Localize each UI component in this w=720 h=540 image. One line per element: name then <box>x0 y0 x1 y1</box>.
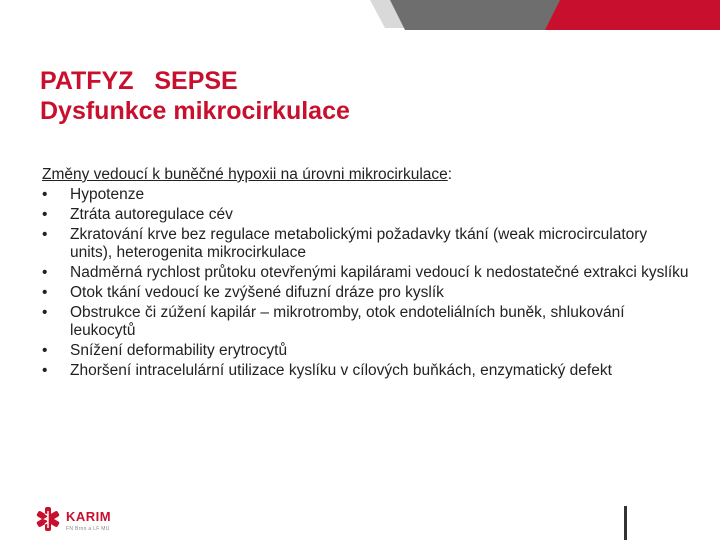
bullet-icon: • <box>42 186 48 203</box>
list-item <box>42 186 692 204</box>
footer-divider <box>624 506 627 540</box>
list-item <box>42 264 692 282</box>
bullet-icon: • <box>42 284 48 301</box>
bullet-icon: • <box>42 264 48 281</box>
decor-red-band <box>545 0 720 30</box>
list-item <box>42 226 692 262</box>
bullet-icon: • <box>42 362 48 379</box>
list-item-text: Zhoršení intracelulární utilizace kyslíku v cílových buňkách, enzymatický defekt <box>70 362 612 379</box>
list-item-text: Hypotenze <box>70 186 145 203</box>
list-item-text: Otok tkání vedoucí ke zvýšené difuzní dráze pro kyslík <box>70 284 444 301</box>
bullet-icon: • <box>42 342 48 359</box>
top-decor-band <box>0 0 720 30</box>
logo-name: KARIM <box>66 509 112 524</box>
medical-cross-icon <box>34 505 62 533</box>
list-item-text: Ztráta autoregulace cév <box>70 206 233 223</box>
list-item <box>42 342 692 360</box>
intro-text: Změny vedoucí k buněčné hypoxii na úrovni mikrocirkulace <box>42 166 448 183</box>
bullet-icon: • <box>42 226 48 243</box>
content-body <box>42 166 692 382</box>
logo-subtitle: FN Brno a LF MU <box>66 526 110 532</box>
list-item-text: Snížení deformability erytrocytů <box>70 342 288 359</box>
list-item <box>42 304 692 340</box>
bullet-icon: • <box>42 206 48 223</box>
list-item <box>42 284 692 302</box>
title-line-2: Dysfunkce mikrocirkulace <box>40 97 350 125</box>
list-item <box>42 362 692 380</box>
list-item-text: Nadměrná rychlost průtoku otevřenými kapilárami vedoucí k nedostatečné extrakci kyslíku <box>70 264 689 281</box>
karim-logo <box>34 503 144 537</box>
bullet-icon: • <box>42 304 48 321</box>
list-item-text: Zkratování krve bez regulace metabolickými požadavky tkání (weak microcirculatory units), heterogenita mikrocirkulace <box>70 226 648 261</box>
intro-colon: : <box>447 166 453 183</box>
list-item <box>42 206 692 224</box>
intro-line <box>42 166 692 184</box>
title-line-1: PATFYZ SEPSE <box>40 67 238 95</box>
list-item-text: Obstrukce či zúžení kapilár – mikrotromby, otok endoteliálních buněk, shlukování leukocytů <box>70 304 625 339</box>
bullet-list <box>42 186 692 380</box>
slide-title <box>40 66 350 126</box>
